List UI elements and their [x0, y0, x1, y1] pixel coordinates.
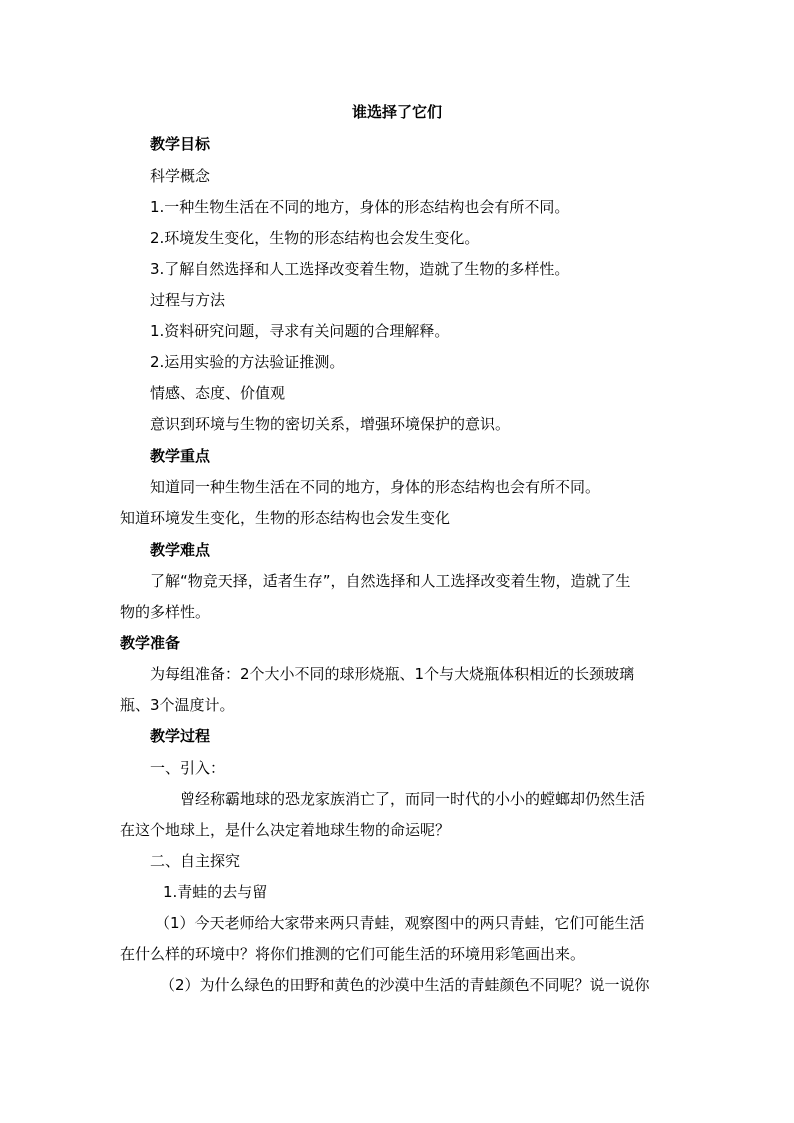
heading-difficult-points: 教学难点 [150, 541, 211, 559]
heading-teaching-process: 教学过程 [150, 727, 211, 745]
difficult-point-line-1: 了解“物竞天择，适者生存”，自然选择和人工选择改变着生物，造就了生 [150, 572, 631, 590]
section-introduction: 一、引入： [150, 759, 226, 777]
concept-item-1: 1.一种生物生活在不同的地方，身体的形态结构也会有所不同。 [150, 198, 570, 216]
subheading-science-concepts: 科学概念 [150, 167, 211, 185]
preparation-line-2: 瓶、3个温度计。 [120, 696, 235, 714]
frog-question-2-line-1: （2）为什么绿色的田野和黄色的沙漠中生活的青蛙颜色不同呢？说一说你 [160, 976, 650, 994]
frog-question-1-line-1: （1）今天老师给大家带来两只青蛙，观察图中的两只青蛙，它们可能生活 [155, 914, 645, 932]
process-item-2: 2.运用实验的方法验证推测。 [150, 353, 345, 371]
key-point-1: 知道同一种生物生活在不同的地方，身体的形态结构也会有所不同。 [150, 478, 601, 496]
process-item-1: 1.资料研究问题，寻求有关问题的合理解释。 [150, 322, 450, 340]
subheading-emotion-values: 情感、态度、价值观 [150, 384, 286, 402]
key-point-2: 知道环境发生变化，生物的形态结构也会发生变化 [120, 509, 451, 527]
preparation-line-1: 为每组准备：2个大小不同的球形烧瓶、1个与大烧瓶体积相近的长颈玻璃 [150, 665, 635, 683]
introduction-line-2: 在这个地球上，是什么决定着地球生物的命运呢？ [120, 821, 451, 839]
heading-teaching-preparation: 教学准备 [120, 634, 181, 652]
section-self-exploration: 二、自主探究 [150, 852, 241, 870]
subsection-frog: 1.青蛙的去与留 [163, 883, 268, 901]
heading-key-points: 教学重点 [150, 447, 211, 465]
concept-item-3: 3.了解自然选择和人工选择改变着生物，造就了生物的多样性。 [150, 260, 570, 278]
heading-teaching-objectives: 教学目标 [150, 135, 211, 153]
subheading-process-method: 过程与方法 [150, 291, 226, 309]
concept-item-2: 2.环境发生变化，生物的形态结构也会发生变化。 [150, 229, 480, 247]
document-title: 谁选择了它们 [351, 103, 442, 121]
emotion-values-text: 意识到环境与生物的密切关系，增强环境保护的意识。 [150, 415, 511, 433]
difficult-point-line-2: 物的多样性。 [120, 603, 211, 621]
frog-question-1-line-2: 在什么样的环境中？将你们推测的它们可能生活的环境用彩笔画出来。 [120, 945, 586, 963]
introduction-line-1: 曾经称霸地球的恐龙家族消亡了，而同一时代的小小的螳螂却仍然生活 [180, 790, 646, 808]
